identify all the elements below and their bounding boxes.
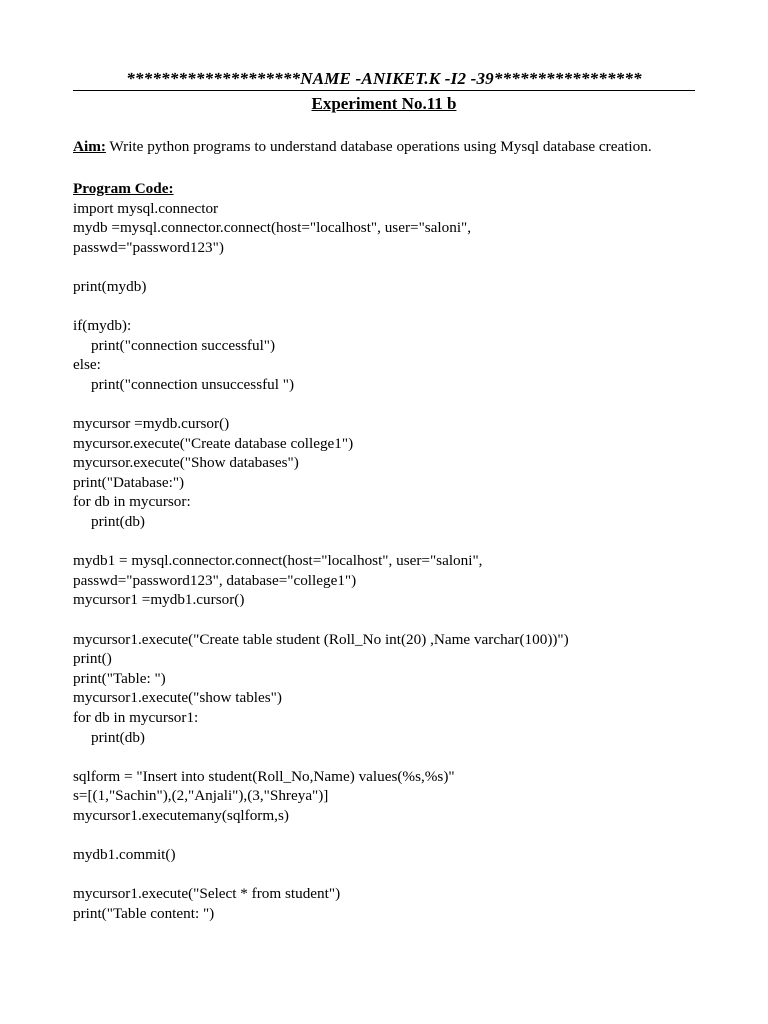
experiment-title — [73, 93, 695, 115]
blank-line — [73, 257, 695, 277]
blank-line — [73, 394, 695, 414]
code-line: print(db) — [91, 728, 145, 746]
code-line: print("connection unsuccessful ") — [91, 375, 295, 393]
code-line: mycursor1 =mydb1.cursor() — [73, 591, 245, 609]
blank-line — [73, 865, 695, 885]
code-line: for db in mycursor1: — [73, 708, 199, 726]
code-line: mycursor1.execute("show tables") — [73, 689, 282, 707]
code-line: passwd="password123", database="college1") — [73, 571, 357, 589]
aim-paragraph — [73, 137, 695, 157]
code-line: sqlform = "Insert into student(Roll_No,Name) values(%s,%s)" — [73, 767, 455, 785]
author-header: ********************NAME -ANIKET.K -I2 -39***************** — [73, 68, 695, 91]
blank-line — [73, 747, 695, 767]
blank-line — [73, 826, 695, 846]
code-line: mycursor1.execute("Create table student (Roll_No int(20) ,Name varchar(100))") — [73, 630, 569, 648]
code-line: print("Table content: ") — [73, 904, 215, 922]
aim-text: Write python programs to understand database operations using Mysql database creation. — [105, 138, 652, 155]
code-block — [73, 199, 695, 924]
code-line: for db in mycursor: — [73, 493, 191, 511]
code-line: mycursor =mydb.cursor() — [73, 415, 230, 433]
code-line: mydb1 = mysql.connector.connect(host="localhost", user="saloni", — [73, 552, 483, 570]
code-line: if(mydb): — [73, 317, 132, 335]
aim-label: Aim: — [73, 138, 106, 155]
code-line: print(mydb) — [73, 277, 147, 295]
code-line: import mysql.connector — [73, 199, 219, 217]
code-line: print("Database:") — [73, 473, 185, 491]
program-code-label: Program Code: — [73, 180, 174, 197]
code-line: passwd="password123") — [73, 238, 224, 256]
experiment-title-text: Experiment No.11 b — [311, 94, 457, 113]
document-page — [73, 68, 695, 923]
code-line: mydb1.commit() — [73, 846, 176, 864]
blank-line — [73, 296, 695, 316]
code-line: mycursor1.executemany(sqlform,s) — [73, 806, 289, 824]
code-line: mycursor1.execute("Select * from student") — [73, 885, 341, 903]
code-line: else: — [73, 356, 101, 374]
code-line: print("connection successful") — [91, 336, 276, 354]
code-line: mycursor.execute("Show databases") — [73, 454, 299, 472]
code-line: print("Table: ") — [73, 669, 166, 687]
blank-line — [73, 610, 695, 630]
code-line: mydb =mysql.connector.connect(host="localhost", user="saloni", — [73, 219, 472, 237]
code-line: mycursor.execute("Create database college1") — [73, 434, 354, 452]
blank-line — [73, 532, 695, 552]
code-line: print(db) — [91, 513, 145, 530]
code-line: s=[(1,"Sachin"),(2,"Anjali"),(3,"Shreya")] — [73, 787, 329, 805]
code-line: print() — [73, 650, 112, 668]
